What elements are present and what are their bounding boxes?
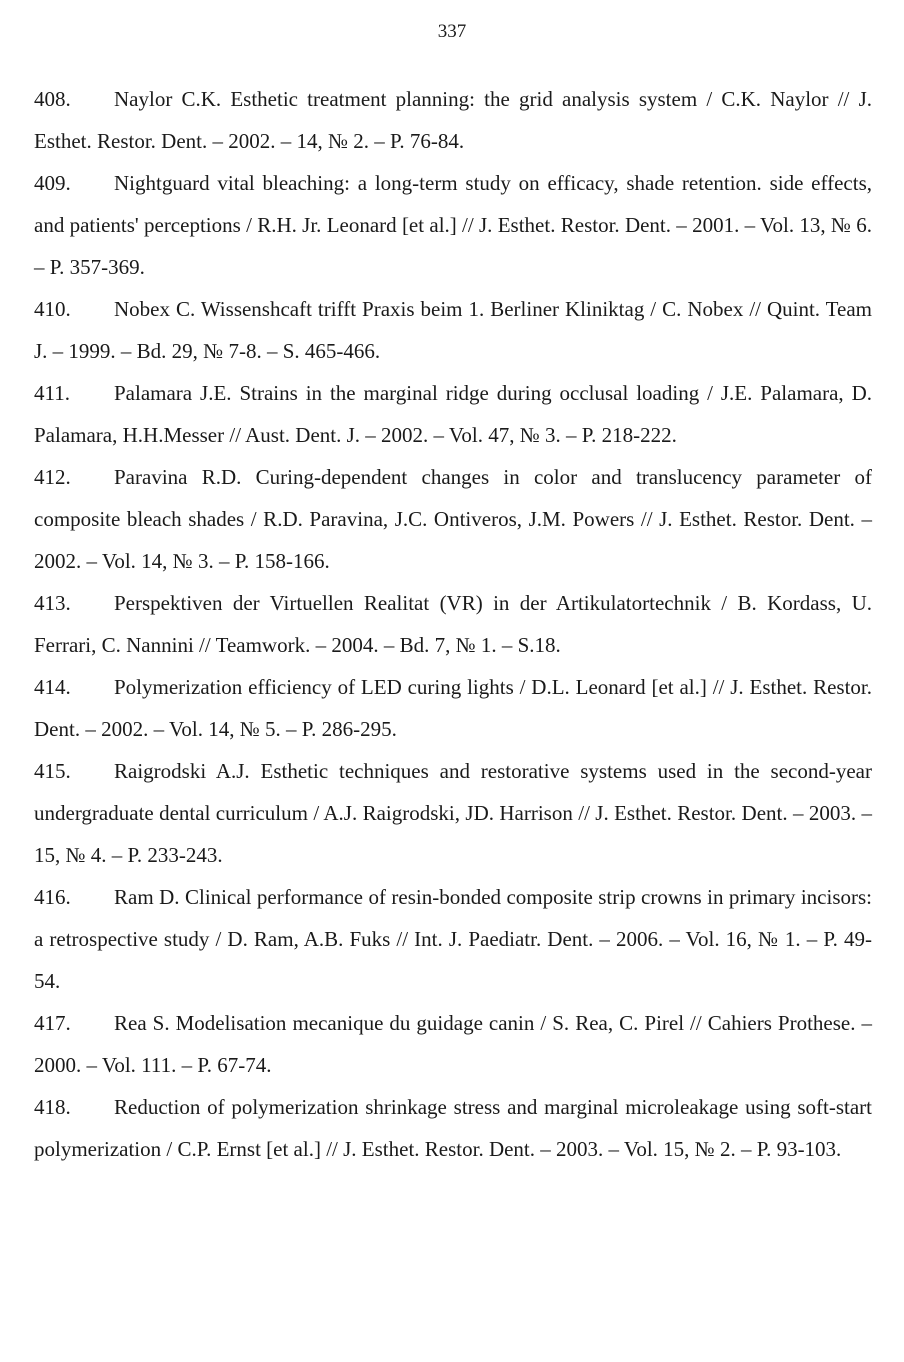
- reference-item: [34, 288, 872, 372]
- reference-number: 413.: [34, 591, 71, 615]
- reference-number: 408.: [34, 87, 71, 111]
- reference-item: [34, 1086, 872, 1170]
- reference-text: Paravina R.D. Curing-dependent changes in color and translucency parameter of composite bleach shades / R.D. Paravina, J.C. Ontiveros, J.M. Powers // J. Esthet. Restor. Dent. – 2002. – Vol. 14, № 3. – P. 158-166.: [34, 465, 872, 573]
- reference-list: [34, 78, 872, 1170]
- reference-item: [34, 456, 872, 582]
- reference-text: Raigrodski A.J. Esthetic techniques and restorative systems used in the second-year undergraduate dental curriculum / A.J. Raigrodski, JD. Harrison // J. Esthet. Restor. Dent. – 2003. – 15, № 4. – P. 233-243.: [34, 759, 872, 867]
- reference-number: 415.: [34, 759, 71, 783]
- reference-text: Perspektiven der Virtuellen Realitat (VR) in der Artikulatortechnik / B. Kordass, U. Ferrari, C. Nannini // Teamwork. – 2004. – Bd. 7, № 1. – S.18.: [34, 591, 872, 657]
- reference-text: Reduction of polymerization shrinkage stress and marginal microleakage using soft-start polymerization / C.P. Ernst [et al.] // J. Esthet. Restor. Dent. – 2003. – Vol. 15, № 2. – P. 93-103.: [34, 1095, 872, 1161]
- page-number: 337: [437, 21, 467, 42]
- reference-item: [34, 1002, 872, 1086]
- reference-item: [34, 750, 872, 876]
- reference-number: 410.: [34, 297, 71, 321]
- reference-item: [34, 372, 872, 456]
- reference-text: Rea S. Modelisation mecanique du guidage canin / S. Rea, C. Pirel // Cahiers Prothese. – 2000. – Vol. 111. – P. 67-74.: [34, 1011, 872, 1077]
- reference-number: 411.: [34, 381, 70, 405]
- reference-number: 417.: [34, 1011, 71, 1035]
- reference-number: 416.: [34, 885, 71, 909]
- reference-item: [34, 78, 872, 162]
- reference-item: [34, 666, 872, 750]
- reference-text: Nightguard vital bleaching: a long-term study on efficacy, shade retention. side effects, and patients' perceptions / R.H. Jr. Leonard [et al.] // J. Esthet. Restor. Dent. – 2001. – Vol. 13, № 6. – P. 357-369.: [34, 171, 872, 279]
- reference-text: Polymerization efficiency of LED curing lights / D.L. Leonard [et al.] // J. Esthet. Restor. Dent. – 2002. – Vol. 14, № 5. – P. 286-295.: [34, 675, 872, 741]
- reference-item: [34, 582, 872, 666]
- reference-text: Naylor C.K. Esthetic treatment planning: the grid analysis system / C.K. Naylor // J. Esthet. Restor. Dent. – 2002. – 14, № 2. – P. 76-84.: [34, 87, 872, 153]
- reference-number: 412.: [34, 465, 71, 489]
- reference-text: Palamara J.E. Strains in the marginal ridge during occlusal loading / J.E. Palamara, D. Palamara, H.H.Messer // Aust. Dent. J. – 2002. – Vol. 47, № 3. – P. 218-222.: [34, 381, 872, 447]
- reference-number: 409.: [34, 171, 71, 195]
- reference-text: Nobex C. Wissenshcaft trifft Praxis beim 1. Berliner Kliniktag / C. Nobex // Quint. Team J. – 1999. – Bd. 29, № 7-8. – S. 465-466.: [34, 297, 872, 363]
- reference-text: Ram D. Clinical performance of resin-bonded composite strip crowns in primary incisors: a retrospective study / D. Ram, A.B. Fuks // Int. J. Paediatr. Dent. – 2006. – Vol. 16, № 1. – P. 49-54.: [34, 885, 872, 993]
- reference-number: 414.: [34, 675, 71, 699]
- reference-item: [34, 162, 872, 288]
- reference-item: [34, 876, 872, 1002]
- reference-number: 418.: [34, 1095, 71, 1119]
